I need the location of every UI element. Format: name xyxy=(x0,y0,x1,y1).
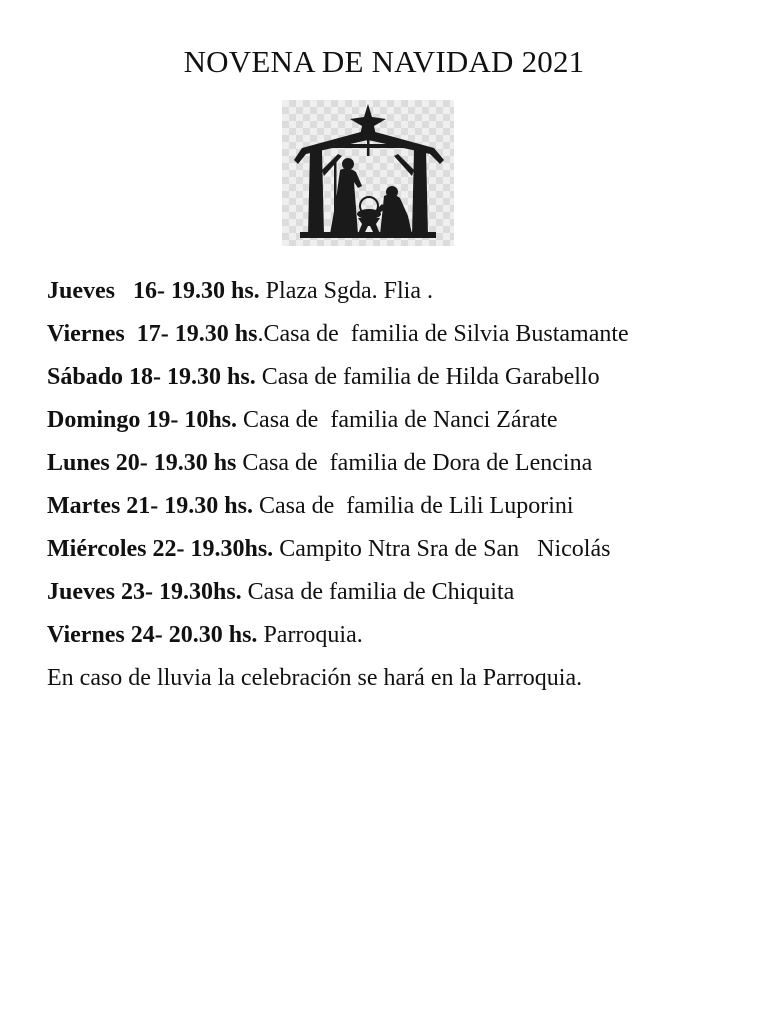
schedule-location: Casa de familia de Hilda Garabello xyxy=(255,364,600,390)
schedule-day-time: Sábado 18- 19.30 hs. xyxy=(47,364,256,390)
schedule-day-time: Jueves 23- 19.30hs. xyxy=(47,579,242,605)
footer-note: En caso de lluvia la celebración se hará en la Parroquia. xyxy=(47,665,583,691)
nativity-scene-image xyxy=(282,100,454,246)
schedule-list xyxy=(47,270,747,700)
schedule-row xyxy=(47,485,747,528)
schedule-row xyxy=(47,270,747,313)
schedule-row xyxy=(47,356,747,399)
schedule-location: .Casa de familia de Silvia Bustamante xyxy=(257,321,629,347)
schedule-location: Casa de familia de Dora de Lencina xyxy=(236,450,593,476)
schedule-location: Casa de familia de Nanci Zárate xyxy=(237,407,558,433)
stable-post-left xyxy=(308,150,324,236)
schedule-row xyxy=(47,614,747,657)
schedule-day-time: Lunes 20- 19.30 hs xyxy=(47,450,237,476)
schedule-location: Casa de familia de Chiquita xyxy=(241,579,515,605)
schedule-location: Plaza Sgda. Flia . xyxy=(259,278,433,304)
schedule-location: Parroquia. xyxy=(257,622,363,648)
schedule-day-time: Martes 21- 19.30 hs. xyxy=(47,493,253,519)
schedule-day-time: Viernes 24- 20.30 hs. xyxy=(47,622,258,648)
stable-post-right xyxy=(412,150,428,236)
page-title: NOVENA DE NAVIDAD 2021 xyxy=(183,44,585,79)
manger-icon xyxy=(358,218,380,234)
schedule-location: Casa de familia de Lili Luporini xyxy=(252,493,574,519)
schedule-day-time: Jueves 16- 19.30 hs. xyxy=(47,278,260,304)
mary-figure xyxy=(380,194,412,234)
schedule-row xyxy=(47,571,747,614)
schedule-row xyxy=(47,399,747,442)
schedule-row xyxy=(47,442,747,485)
nativity-scene-icon xyxy=(282,100,454,246)
schedule-day-time: Viernes 17- 19.30 hs xyxy=(47,321,258,347)
schedule-day-time: Miércoles 22- 19.30hs. xyxy=(47,536,274,562)
schedule-row xyxy=(47,313,747,356)
schedule-day-time: Domingo 19- 10hs. xyxy=(47,407,238,433)
schedule-row xyxy=(47,528,747,571)
schedule-location: Campito Ntra Sra de San Nicolás xyxy=(273,536,611,562)
